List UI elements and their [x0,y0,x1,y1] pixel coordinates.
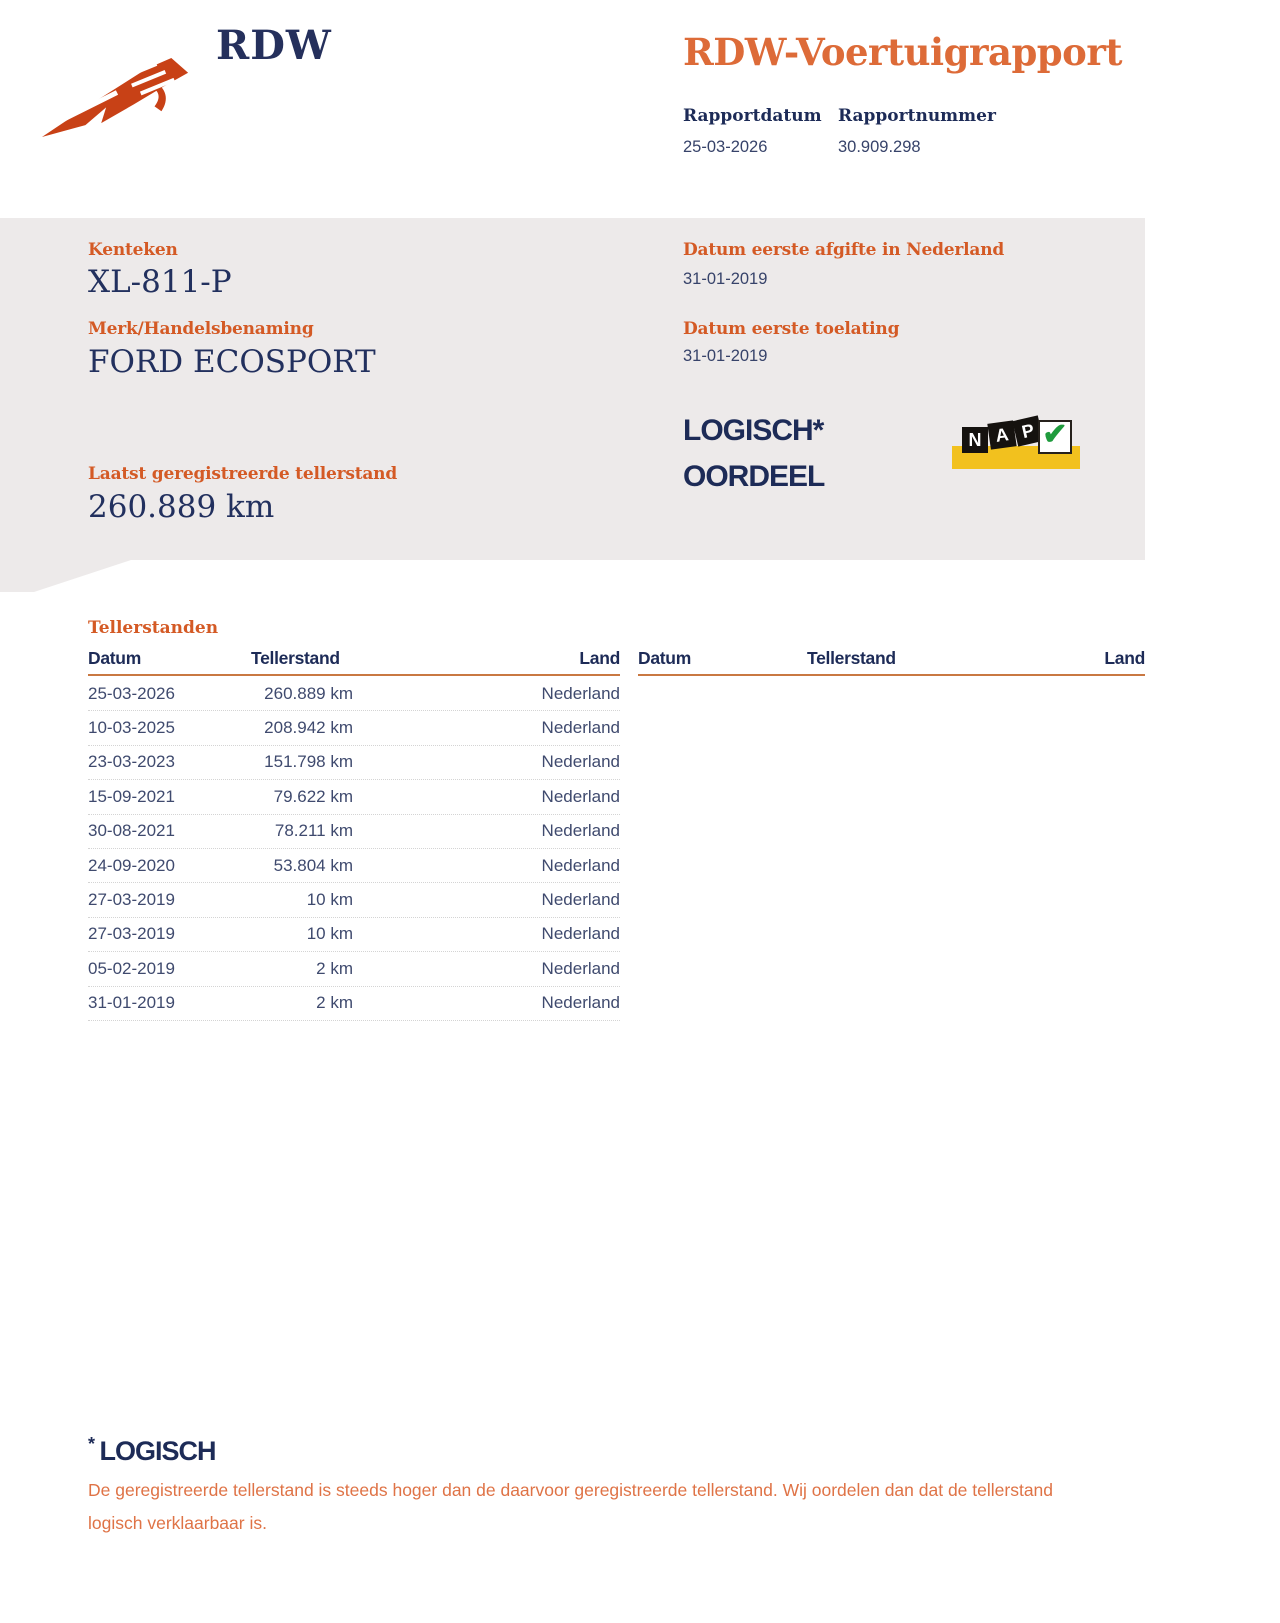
row-odometer: 208.942 km [264,718,353,738]
nap-logo [948,410,1082,470]
row-date: 24-09-2020 [88,855,175,875]
row-date: 30-08-2021 [88,821,175,841]
row-odometer: 151.798 km [264,752,353,772]
merk-label: Merk/Handelsbenaming [88,319,314,339]
row-odometer: 10 km [306,924,353,944]
kenteken-label: Kenteken [88,240,178,260]
toelating-label: Datum eerste toelating [683,319,900,339]
tellerstand-value: 260.889 km [88,489,275,525]
row-country: Nederland [541,855,620,875]
row-date: 23-03-2023 [88,752,175,772]
tellerstand-label: Laatst geregistreerde tellerstand [88,464,398,484]
table-row [88,677,620,711]
table-row [88,780,620,814]
col-header-tellerstand: Tellerstand [807,648,896,668]
table-row [88,711,620,745]
row-odometer: 10 km [306,890,353,910]
footnote-word: LOGISCH [99,1436,216,1466]
col-header-land: Land [1104,648,1145,668]
row-country: Nederland [541,821,620,841]
row-country: Nederland [541,924,620,944]
oordeel-line1: LOGISCH* [683,414,824,447]
row-date: 15-09-2021 [88,786,175,806]
footnote-title [88,1434,215,1467]
row-date: 25-03-2026 [88,683,175,703]
col-header-land: Land [579,648,620,668]
page-title: RDW-Voertuigrapport [683,30,1122,74]
table-row [88,952,620,986]
merk-value: FORD ECOSPORT [88,344,376,380]
table-row [88,815,620,849]
odometer-table-body [88,677,620,1021]
table-row [88,746,620,780]
nap-letter-a: A [987,420,1016,449]
row-date: 05-02-2019 [88,958,175,978]
row-odometer: 53.804 km [273,855,353,875]
table-title: Tellerstanden [88,618,219,638]
oordeel-line2: OORDEEL [683,460,825,493]
col-header-tellerstand: Tellerstand [251,648,340,668]
kenteken-value: XL-811-P [88,264,232,300]
report-date-value: 25-03-2026 [683,138,768,156]
toelating-value: 31-01-2019 [683,347,768,365]
report-date-label: Rapportdatum [683,106,822,126]
nap-letter-p: P [1012,415,1043,446]
row-date: 31-01-2019 [88,993,175,1013]
table-row [88,849,620,883]
nap-check-icon: ✔ [1038,420,1072,454]
row-country: Nederland [541,752,620,772]
row-odometer: 2 km [316,958,353,978]
table-header-left [88,648,620,676]
row-date: 27-03-2019 [88,890,175,910]
row-country: Nederland [541,993,620,1013]
col-header-datum: Datum [638,648,691,668]
table-header-right [638,648,1145,676]
row-date: 27-03-2019 [88,924,175,944]
row-country: Nederland [541,958,620,978]
row-odometer: 2 km [316,993,353,1013]
afgifte-value: 31-01-2019 [683,270,768,288]
row-odometer: 78.211 km [274,821,353,841]
row-odometer: 260.889 km [264,683,353,703]
table-row [88,883,620,917]
oordeel-verdict [683,408,824,500]
col-header-datum: Datum [88,648,141,668]
row-country: Nederland [541,786,620,806]
report-number-value: 30.909.298 [838,138,921,156]
footnote-text: De geregistreerde tellerstand is steeds hoger dan de daarvoor geregistreerde tellerstand. Wij oordelen dan dat de tellerstand logisch verklaarbaar is. [88,1480,1054,1533]
footnote-asterisk: * [88,1434,96,1454]
rdw-logo [38,46,196,140]
table-row [88,918,620,952]
rdw-logo-text: RDW [216,22,332,69]
nap-letter-n: N [962,427,988,453]
row-country: Nederland [541,683,620,703]
row-country: Nederland [541,718,620,738]
afgifte-label: Datum eerste afgifte in Nederland [683,240,1005,260]
report-number-label: Rapportnummer [838,106,996,126]
row-date: 10-03-2025 [88,718,175,738]
table-row [88,987,620,1021]
row-odometer: 79.622 km [273,786,353,806]
row-country: Nederland [541,890,620,910]
